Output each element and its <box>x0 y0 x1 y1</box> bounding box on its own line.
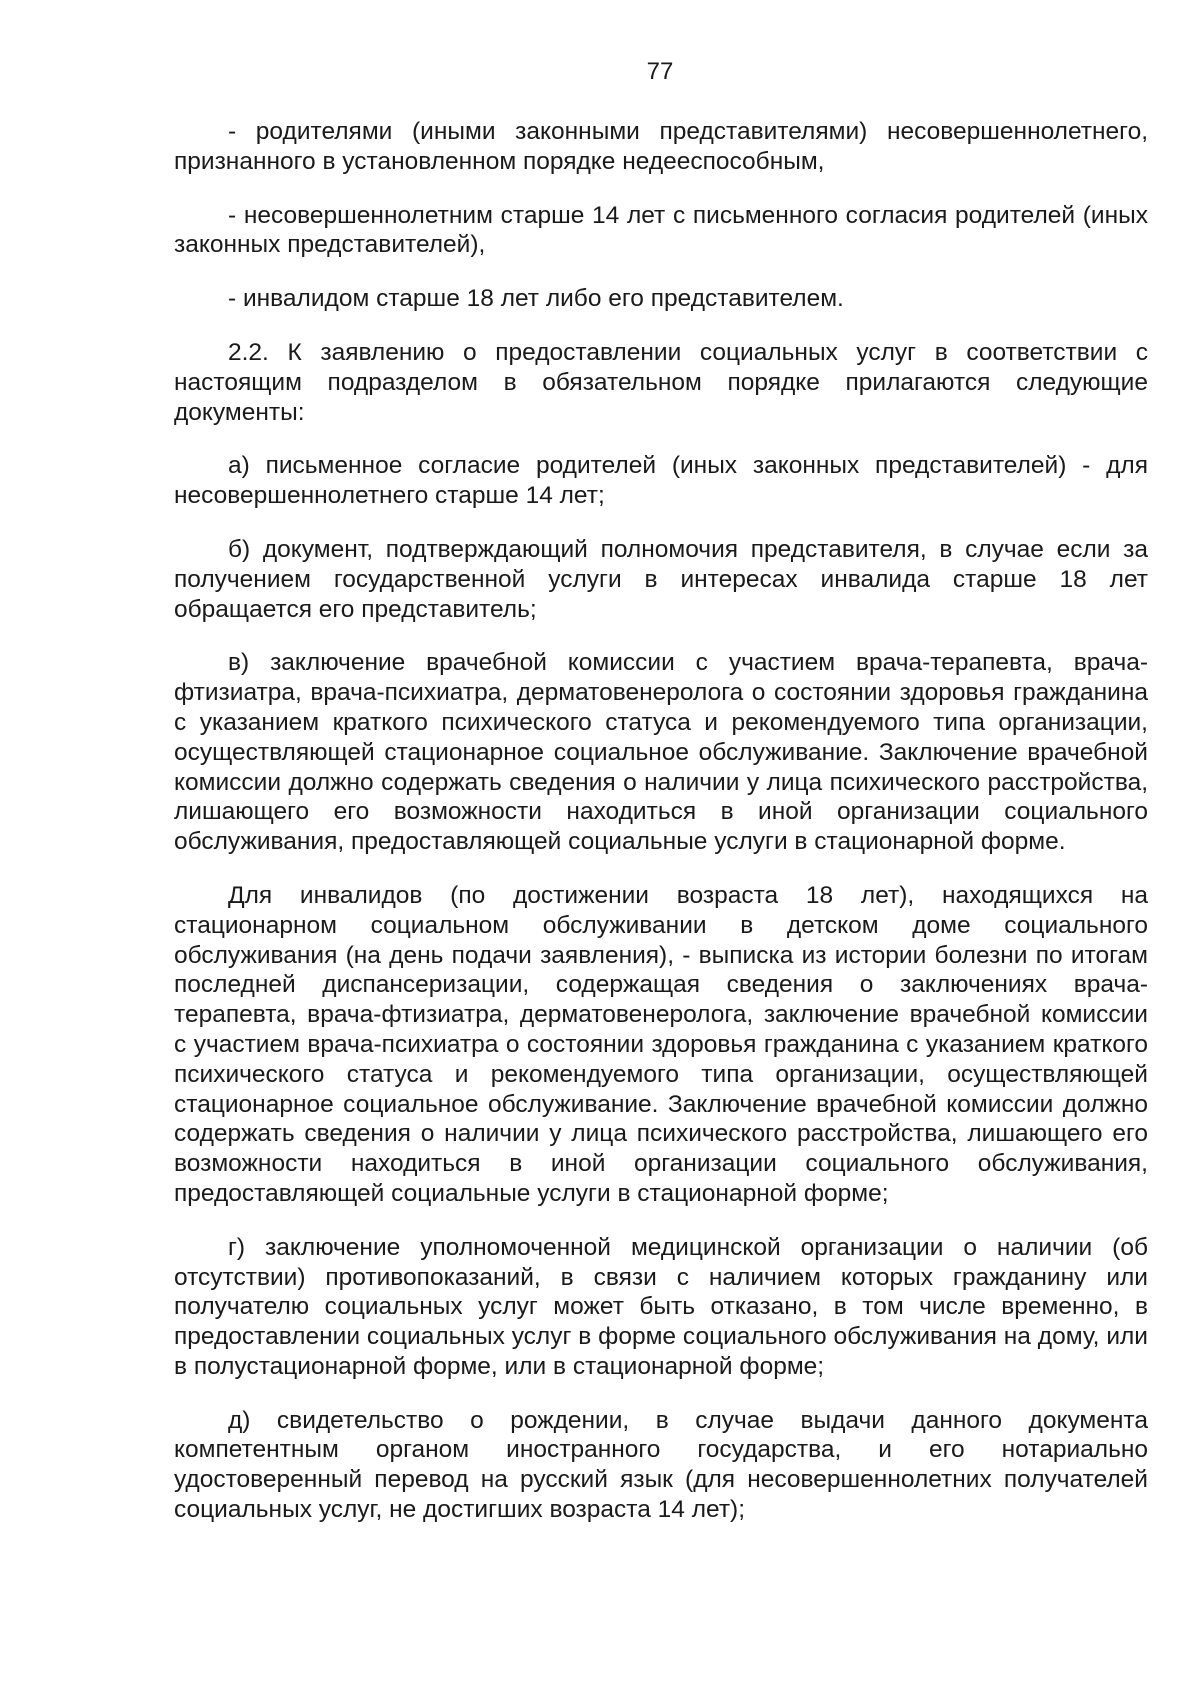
paragraph-section-2-2: 2.2. К заявлению о предоставлении социальных услуг в соответствии с настоящим подразделом в обязательном порядке прилагаются следующие документы: <box>174 338 1148 426</box>
paragraph-item-d: д) свидетельство о рождении, в случае выдачи данного документа компетентным органом иностранного государства, и его нотариально удостоверенный перевод на русский язык (для несовершеннолетних получателей социальных услуг, не достигших возраста 14 лет); <box>174 1406 1148 1524</box>
paragraph-disabled-over-18: - инвалидом старше 18 лет либо его представителем. <box>228 285 844 313</box>
paragraph-item-a: а) письменное согласие родителей (иных законных представителей) - для несовершеннолетнего старше 14 лет; <box>174 452 1148 510</box>
paragraph-disabled-children-home: Для инвалидов (по достижении возраста 18 лет), находящихся на стационарном социальном обслуживании в детском доме социального обслуживания (на день подачи заявления), - выписка из истории болезни по итогам последней диспансеризации, содержащая сведения о заключениях врача-терапевта, врача-фтизиатра, дерматовенеролога, заключение врачебной комиссии с участием врача-психиатра о состоянии здоровья гражданина с указанием краткого психического статуса и рекомендуемого типа организации, осуществляющей стационарное социальное обслуживание. Заключение врачебной комиссии должно содержать сведения о наличии у лица психического расстройства, лишающего его возможности находиться в иной организации социального обслуживания, предоставляющей социальные услуги в стационарной форме; <box>174 881 1148 1207</box>
paragraph-item-b: б) документ, подтверждающий полномочия представителя, в случае если за получением государственной услуги в интересах инвалида старше 18 лет обращается его представитель; <box>174 535 1148 623</box>
paragraph-parents: - родителями (иными законными представителями) несовершеннолетнего, признанного в установленном порядке недееспособным, <box>174 118 1148 175</box>
document-body <box>174 117 1148 1525</box>
page-number: 77 <box>646 58 674 85</box>
paragraph-item-v: в) заключение врачебной комиссии с участием врача-терапевта, врача-фтизиатра, врача-психиатра, дерматовенеролога о состоянии здоровья гражданина с указанием краткого психического статуса и рекомендуемого типа организации, осуществляющей стационарное социальное обслуживание. Заключение врачебной комиссии должно содержать сведения о наличии у лица психического расстройства, лишающего его возможности находиться в иной организации социального обслуживания, предоставляющей социальные услуги в стационарной форме. <box>174 649 1148 856</box>
paragraph-minors-over-14: - несовершеннолетним старше 14 лет с письменного согласия родителей (иных законных представителей), <box>174 201 1148 259</box>
paragraph-item-g: г) заключение уполномоченной медицинской организации о наличии (об отсутствии) противопоказаний, в связи с наличием которых гражданину или получателю социальных услуг может быть отказано, в том числе временно, в предоставлении социальных услуг в форме социального обслуживания на дому, или в полустационарной форме, или в стационарной форме; <box>174 1233 1148 1380</box>
